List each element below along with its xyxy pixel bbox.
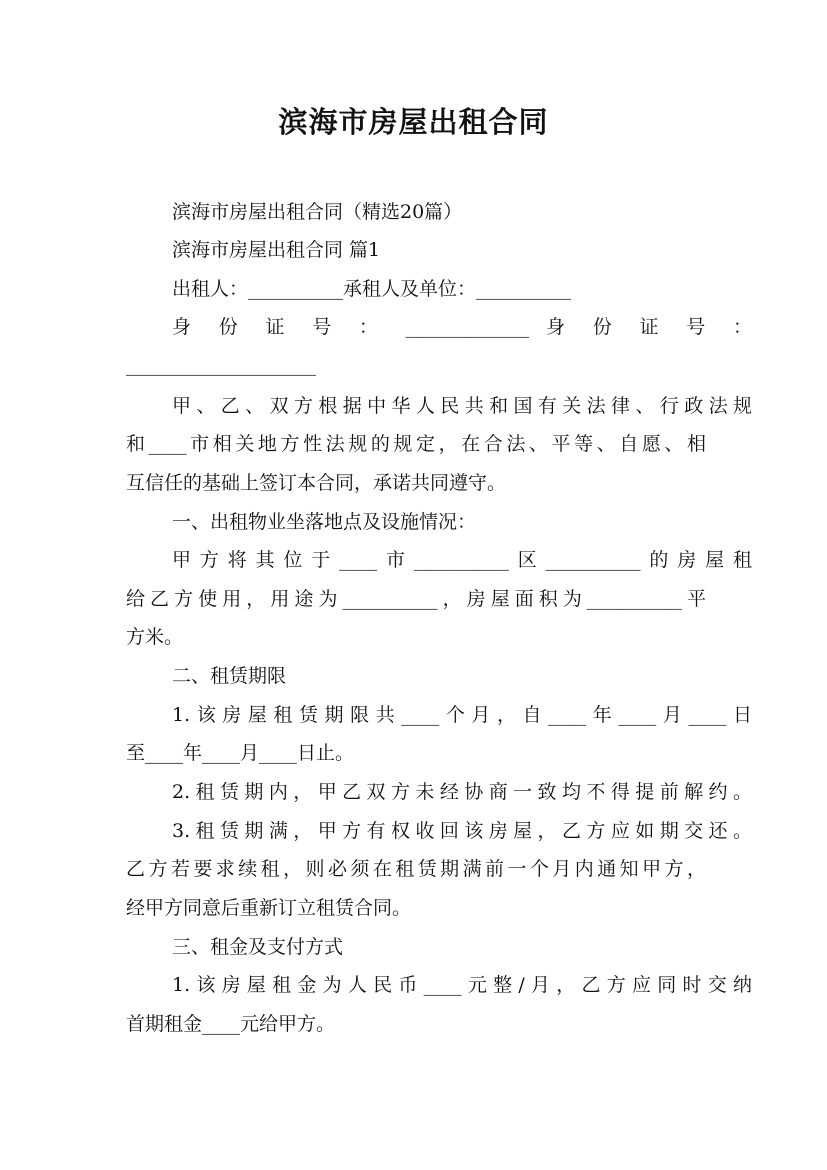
paragraph-line: 首期租金____元给甲方。 xyxy=(126,1013,336,1035)
paragraph-line: 给乙方使用，用途为__________，房屋面积为__________平 xyxy=(126,588,706,610)
paragraph-line: 经甲方同意后重新订立租赁合同。 xyxy=(126,897,412,919)
id-number-blank: ____________________ xyxy=(126,354,316,376)
paragraph-line: 和____市相关地方性法规的规定，在合法、平等、自愿、相 xyxy=(126,433,706,455)
paragraph-line: 甲方将其位于____市__________区__________的房屋租 xyxy=(172,549,752,571)
id-number-line: 身 份 证 号 ： _____________ 身 份 证 号 ： xyxy=(172,316,752,338)
paragraph-line: 1.该房屋租金为人民币____元整/月，乙方应同时交纳 xyxy=(172,974,752,996)
paragraph-line: 乙方若要求续租，则必须在租赁期满前一个月内通知甲方， xyxy=(126,858,706,880)
paragraph-line: 互信任的基础上签订本合同，承诺共同遵守。 xyxy=(126,472,507,494)
paragraph-line: 3.租赁期满，甲方有权收回该房屋，乙方应如期交还。 xyxy=(172,820,752,842)
paragraph-line: 2.租赁期内，甲乙双方未经协商一致均不得提前解约。 xyxy=(172,781,752,803)
paragraph-line: 1.该房屋租赁期限共____个月，自____年____月____日 xyxy=(172,704,752,726)
section-heading: 二、租赁期限 xyxy=(172,665,287,687)
lessor-lessee-line: 出租人：__________承租人及单位：__________ xyxy=(172,278,572,300)
section-heading: 一、出租物业坐落地点及设施情况： xyxy=(172,511,477,533)
paragraph-line: 方米。 xyxy=(126,626,184,648)
subtitle-part: 滨海市房屋出租合同 篇1 xyxy=(172,239,381,261)
subtitle-collection: 滨海市房屋出租合同（精选20篇） xyxy=(172,201,463,223)
paragraph-line: 甲、乙、双方根据中华人民共和国有关法律、行政法规 xyxy=(172,395,752,417)
paragraph-line: 至____年____月____日止。 xyxy=(126,742,355,764)
document-title: 滨海市房屋出租合同 xyxy=(278,105,549,139)
section-heading: 三、租金及支付方式 xyxy=(172,936,344,958)
